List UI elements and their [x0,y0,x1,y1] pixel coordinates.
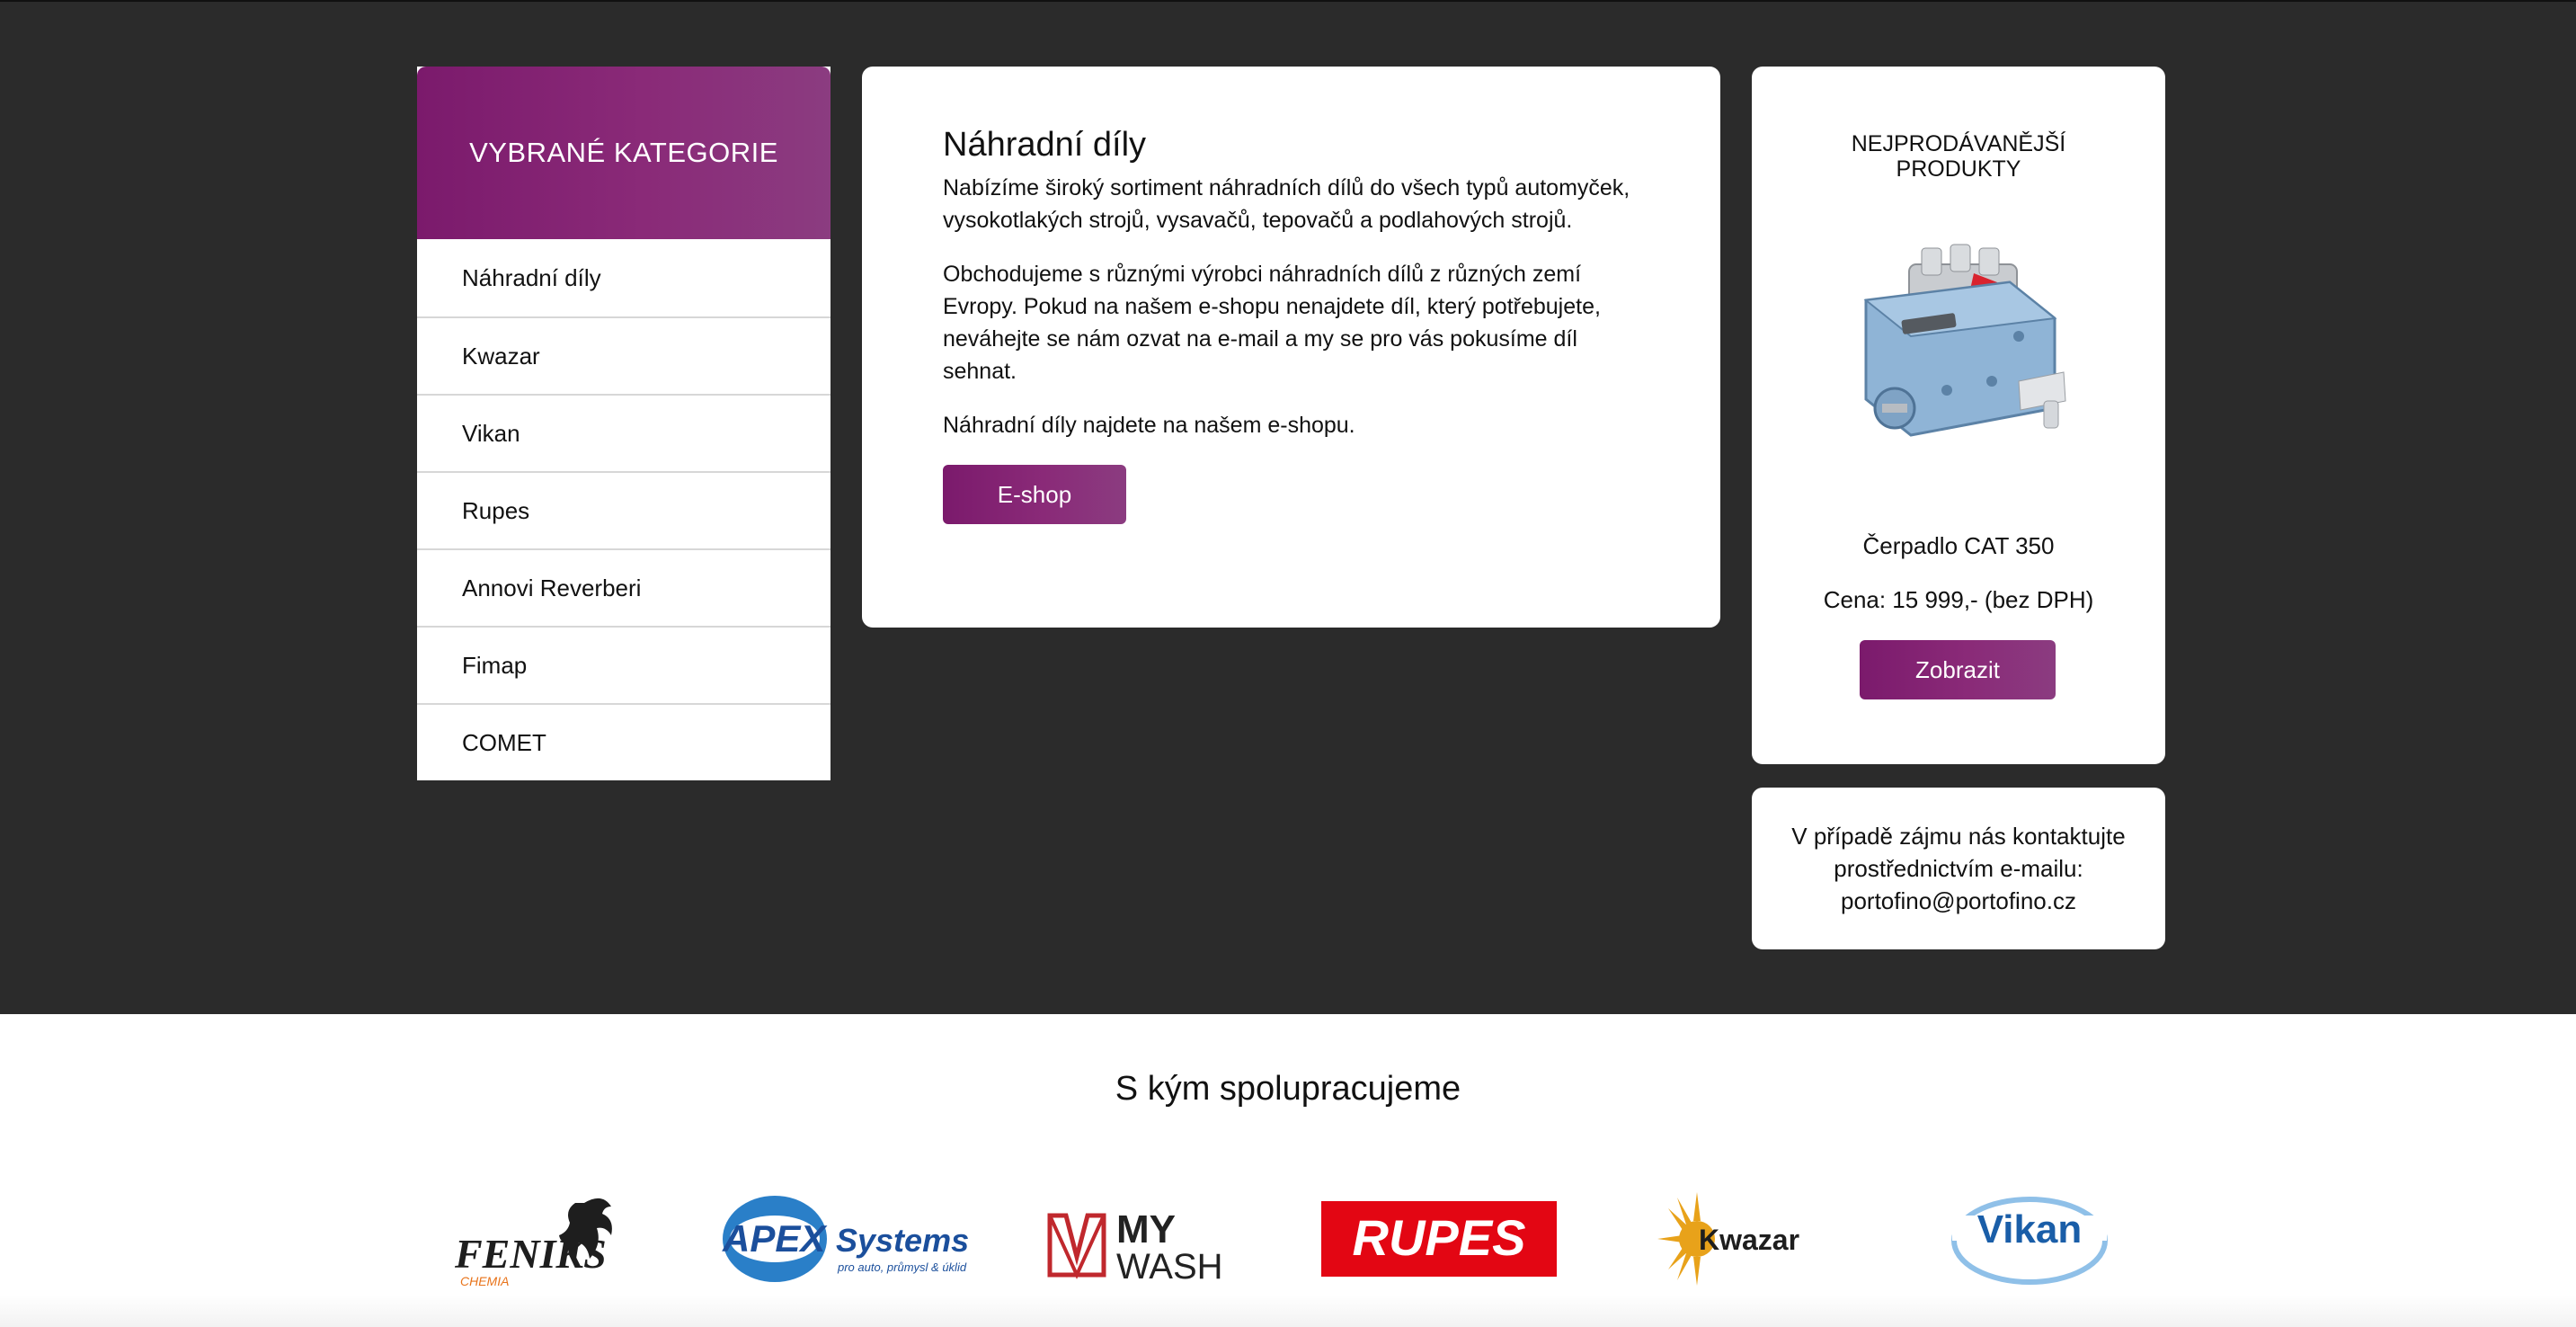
rupes-logo[interactable] [1321,1185,1557,1293]
feniks-subtitle: CHEMIA [460,1274,510,1288]
partners-title: S kým spolupracujeme [1115,1070,1461,1108]
sidebar-item-fimap[interactable]: Fimap [417,626,831,703]
sidebar-item-kwazar[interactable]: Kwazar [417,316,831,394]
apex-systems-logo[interactable] [719,1185,980,1293]
apex-wordmark: APEX [723,1217,826,1260]
feniks-wordmark: FENIKS [455,1231,607,1277]
apex-systems-text: Systems [836,1222,970,1259]
sidebar-title: VYBRANÉ KATEGORIE [469,137,778,168]
bestseller-heading [1752,131,2165,182]
mywash-line1: MY [1116,1207,1176,1251]
vikan-wordmark: Vikan [1976,1207,2083,1251]
bestseller-card [1752,67,2165,764]
show-product-button[interactable]: Zobrazit [1860,640,2056,699]
sidebar-item-nahradni-dily[interactable]: Náhradní díly [417,239,831,316]
mywash-logo[interactable] [1043,1185,1231,1293]
content-card [862,67,1720,628]
suppliers-paragraph: Obchodujeme s různými výrobci náhradních dílů z různých zemí Evropy. Pokud na našem e-shopu nenajdete díl, který potřebujete, neváhejte se nám ozvat na e-mail a my se pro vás pokusíme díl sehnat. [943,262,1601,384]
product-name[interactable]: Čerpadlo CAT 350 [1862,532,2055,559]
sidebar-header [417,67,831,239]
sidebar-item-vikan[interactable]: Vikan [417,394,831,471]
bestseller-heading-line1: NEJPRODÁVANĚJŠÍ [1851,131,2066,156]
kwazar-logo[interactable] [1656,1185,1817,1293]
sidebar-item-annovi-reverberi[interactable]: Annovi Reverberi [417,548,831,626]
feniks-logo[interactable] [449,1185,647,1293]
contact-line2: prostřednictvím e-mailu: [1834,855,2083,882]
kwazar-wordmark: Kwazar [1699,1224,1800,1256]
vikan-logo[interactable] [1949,1185,2110,1293]
contact-card [1752,788,2165,949]
page-title: Náhradní díly [943,126,1147,164]
contact-line1: V případě zájmu nás kontaktujte [1791,823,2126,850]
contact-email[interactable]: portofino@portofino.cz [1841,887,2076,914]
apex-tagline: pro auto, průmysl & úklid [838,1260,967,1274]
eshop-paragraph: Náhradní díly najdete na našem e-shopu. [943,413,1355,438]
sidebar-item-rupes[interactable]: Rupes [417,471,831,548]
bestseller-heading-line2: PRODUKTY [1896,156,2021,182]
rupes-wordmark: RUPES [1352,1209,1526,1266]
mywash-line2: WASH [1116,1247,1223,1287]
category-list [417,239,831,780]
bottom-shade [0,1295,2576,1327]
eshop-button[interactable]: E-shop [943,465,1126,524]
pump-product-image[interactable] [1839,201,2082,498]
product-price: Cena: 15 999,- (bez DPH) [1823,586,2094,613]
sidebar-item-comet[interactable]: COMET [417,703,831,780]
intro-paragraph: Nabízíme široký sortiment náhradních dílů do všech typů automyček, vysokotlakých strojů, vysavačů, tepovačů a podlahových strojů. [943,175,1630,233]
categories-sidebar [417,67,831,780]
